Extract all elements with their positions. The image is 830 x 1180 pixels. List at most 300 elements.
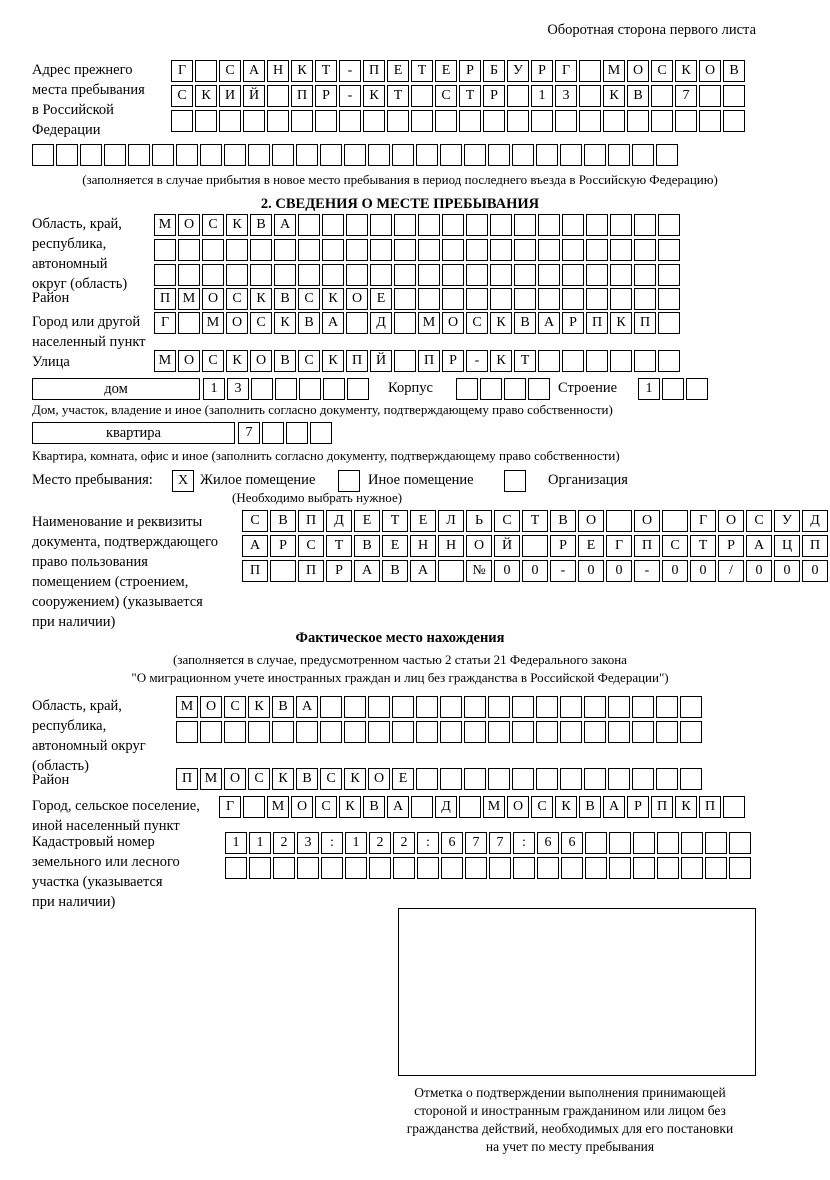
- input-cell[interactable]: [272, 721, 294, 743]
- input-cell[interactable]: [634, 214, 656, 236]
- input-cell[interactable]: [440, 696, 462, 718]
- input-cell[interactable]: Г: [690, 510, 716, 532]
- input-cell[interactable]: С: [224, 696, 246, 718]
- input-cell[interactable]: Й: [494, 535, 520, 557]
- input-cell[interactable]: [416, 144, 438, 166]
- input-cell[interactable]: [562, 288, 584, 310]
- input-cell[interactable]: А: [274, 214, 296, 236]
- input-cell[interactable]: [562, 264, 584, 286]
- input-cell[interactable]: [323, 378, 345, 400]
- input-cell[interactable]: С: [531, 796, 553, 818]
- table-row[interactable]: [176, 696, 704, 718]
- input-cell[interactable]: [346, 214, 368, 236]
- input-cell[interactable]: И: [219, 85, 241, 107]
- input-cell[interactable]: [296, 721, 318, 743]
- input-cell[interactable]: 1: [249, 832, 271, 854]
- table-row[interactable]: [154, 288, 682, 310]
- input-cell[interactable]: [393, 857, 415, 879]
- input-cell[interactable]: [675, 110, 697, 132]
- input-cell[interactable]: О: [718, 510, 744, 532]
- input-cell[interactable]: [416, 696, 438, 718]
- input-cell[interactable]: [584, 144, 606, 166]
- input-cell[interactable]: О: [250, 350, 272, 372]
- input-cell[interactable]: К: [226, 214, 248, 236]
- input-cell[interactable]: В: [550, 510, 576, 532]
- input-cell[interactable]: Т: [411, 60, 433, 82]
- input-cell[interactable]: П: [298, 510, 324, 532]
- input-cell[interactable]: [658, 288, 680, 310]
- input-cell[interactable]: -: [339, 85, 361, 107]
- input-cell[interactable]: [538, 239, 560, 261]
- input-cell[interactable]: 0: [522, 560, 548, 582]
- input-cell[interactable]: [370, 214, 392, 236]
- table-row[interactable]: [203, 378, 371, 400]
- input-cell[interactable]: [634, 239, 656, 261]
- input-cell[interactable]: [681, 832, 703, 854]
- input-cell[interactable]: [339, 110, 361, 132]
- input-cell[interactable]: О: [178, 214, 200, 236]
- input-cell[interactable]: Е: [387, 60, 409, 82]
- input-cell[interactable]: [656, 144, 678, 166]
- input-cell[interactable]: В: [579, 796, 601, 818]
- input-cell[interactable]: [392, 144, 414, 166]
- input-cell[interactable]: [274, 239, 296, 261]
- input-cell[interactable]: [536, 721, 558, 743]
- input-cell[interactable]: [394, 214, 416, 236]
- input-cell[interactable]: [538, 350, 560, 372]
- street-grid[interactable]: [154, 350, 682, 375]
- input-cell[interactable]: [418, 239, 440, 261]
- input-cell[interactable]: 3: [227, 378, 249, 400]
- input-cell[interactable]: Р: [718, 535, 744, 557]
- input-cell[interactable]: К: [291, 60, 313, 82]
- input-cell[interactable]: [538, 214, 560, 236]
- input-cell[interactable]: [286, 422, 308, 444]
- input-cell[interactable]: П: [418, 350, 440, 372]
- table-row[interactable]: [456, 378, 552, 400]
- input-cell[interactable]: [322, 264, 344, 286]
- input-cell[interactable]: [249, 857, 271, 879]
- input-cell[interactable]: О: [507, 796, 529, 818]
- input-cell[interactable]: [723, 796, 745, 818]
- input-cell[interactable]: В: [270, 510, 296, 532]
- input-cell[interactable]: [657, 857, 679, 879]
- input-cell[interactable]: П: [651, 796, 673, 818]
- input-cell[interactable]: К: [490, 350, 512, 372]
- input-cell[interactable]: [274, 264, 296, 286]
- input-cell[interactable]: С: [320, 768, 342, 790]
- input-cell[interactable]: :: [321, 832, 343, 854]
- input-cell[interactable]: [411, 110, 433, 132]
- input-cell[interactable]: К: [272, 768, 294, 790]
- input-cell[interactable]: А: [746, 535, 772, 557]
- input-cell[interactable]: [586, 239, 608, 261]
- input-cell[interactable]: Д: [326, 510, 352, 532]
- input-cell[interactable]: [224, 144, 246, 166]
- input-cell[interactable]: У: [507, 60, 529, 82]
- input-cell[interactable]: [585, 832, 607, 854]
- input-cell[interactable]: В: [723, 60, 745, 82]
- input-cell[interactable]: А: [296, 696, 318, 718]
- input-cell[interactable]: А: [603, 796, 625, 818]
- input-cell[interactable]: [178, 312, 200, 334]
- input-cell[interactable]: [538, 264, 560, 286]
- input-cell[interactable]: А: [322, 312, 344, 334]
- input-cell[interactable]: [251, 378, 273, 400]
- input-cell[interactable]: [483, 110, 505, 132]
- input-cell[interactable]: [267, 110, 289, 132]
- input-cell[interactable]: [200, 144, 222, 166]
- input-cell[interactable]: В: [274, 350, 296, 372]
- input-cell[interactable]: [560, 696, 582, 718]
- input-cell[interactable]: М: [202, 312, 224, 334]
- input-cell[interactable]: [442, 239, 464, 261]
- city-grid[interactable]: [154, 312, 682, 337]
- input-cell[interactable]: [658, 239, 680, 261]
- input-cell[interactable]: Г: [555, 60, 577, 82]
- input-cell[interactable]: [465, 857, 487, 879]
- input-cell[interactable]: О: [202, 288, 224, 310]
- input-cell[interactable]: [632, 144, 654, 166]
- input-cell[interactable]: К: [490, 312, 512, 334]
- input-cell[interactable]: Р: [531, 60, 553, 82]
- input-cell[interactable]: М: [418, 312, 440, 334]
- input-cell[interactable]: М: [267, 796, 289, 818]
- table-row[interactable]: [154, 239, 682, 261]
- actual-region-grid[interactable]: [176, 696, 704, 746]
- input-cell[interactable]: [490, 264, 512, 286]
- input-cell[interactable]: Р: [459, 60, 481, 82]
- input-cell[interactable]: П: [242, 560, 268, 582]
- checkbox-other-premises[interactable]: [338, 470, 360, 492]
- input-cell[interactable]: [128, 144, 150, 166]
- input-cell[interactable]: [368, 721, 390, 743]
- input-cell[interactable]: Т: [514, 350, 536, 372]
- input-cell[interactable]: [656, 696, 678, 718]
- input-cell[interactable]: Г: [154, 312, 176, 334]
- input-cell[interactable]: С: [298, 350, 320, 372]
- input-cell[interactable]: [392, 721, 414, 743]
- input-cell[interactable]: 3: [555, 85, 577, 107]
- input-cell[interactable]: [435, 110, 457, 132]
- input-cell[interactable]: Е: [435, 60, 457, 82]
- input-cell[interactable]: С: [202, 214, 224, 236]
- input-cell[interactable]: 6: [561, 832, 583, 854]
- checkbox-residential[interactable]: X: [172, 470, 194, 492]
- input-cell[interactable]: Р: [442, 350, 464, 372]
- input-cell[interactable]: 7: [489, 832, 511, 854]
- input-cell[interactable]: О: [578, 510, 604, 532]
- input-cell[interactable]: П: [634, 535, 660, 557]
- input-cell[interactable]: [537, 857, 559, 879]
- input-cell[interactable]: О: [178, 350, 200, 372]
- input-cell[interactable]: [225, 857, 247, 879]
- input-cell[interactable]: О: [224, 768, 246, 790]
- input-cell[interactable]: П: [634, 312, 656, 334]
- input-cell[interactable]: Ц: [774, 535, 800, 557]
- input-cell[interactable]: С: [171, 85, 193, 107]
- input-cell[interactable]: [291, 110, 313, 132]
- table-row[interactable]: [176, 768, 704, 790]
- input-cell[interactable]: [610, 239, 632, 261]
- input-cell[interactable]: 6: [441, 832, 463, 854]
- input-cell[interactable]: [464, 696, 486, 718]
- input-cell[interactable]: М: [603, 60, 625, 82]
- input-cell[interactable]: [344, 696, 366, 718]
- table-row[interactable]: [242, 560, 830, 582]
- input-cell[interactable]: П: [363, 60, 385, 82]
- region-grid[interactable]: [154, 214, 682, 289]
- input-cell[interactable]: [369, 857, 391, 879]
- input-cell[interactable]: [394, 288, 416, 310]
- input-cell[interactable]: [586, 264, 608, 286]
- input-cell[interactable]: [297, 857, 319, 879]
- input-cell[interactable]: [651, 110, 673, 132]
- input-cell[interactable]: М: [154, 214, 176, 236]
- input-cell[interactable]: С: [226, 288, 248, 310]
- input-cell[interactable]: Т: [382, 510, 408, 532]
- input-cell[interactable]: [536, 768, 558, 790]
- input-cell[interactable]: С: [746, 510, 772, 532]
- table-row[interactable]: [154, 264, 682, 286]
- input-cell[interactable]: [584, 768, 606, 790]
- input-cell[interactable]: [579, 110, 601, 132]
- input-cell[interactable]: [603, 110, 625, 132]
- input-cell[interactable]: [662, 378, 684, 400]
- input-cell[interactable]: [680, 721, 702, 743]
- input-cell[interactable]: 0: [578, 560, 604, 582]
- input-cell[interactable]: Г: [171, 60, 193, 82]
- input-cell[interactable]: [634, 288, 656, 310]
- input-cell[interactable]: [176, 144, 198, 166]
- input-cell[interactable]: К: [675, 60, 697, 82]
- input-cell[interactable]: Р: [627, 796, 649, 818]
- input-cell[interactable]: М: [200, 768, 222, 790]
- input-cell[interactable]: П: [298, 560, 324, 582]
- table-row[interactable]: [171, 85, 747, 107]
- input-cell[interactable]: [226, 239, 248, 261]
- input-cell[interactable]: [322, 214, 344, 236]
- input-cell[interactable]: [178, 264, 200, 286]
- input-cell[interactable]: [723, 110, 745, 132]
- input-cell[interactable]: [586, 350, 608, 372]
- input-cell[interactable]: [195, 110, 217, 132]
- cadastral-grid[interactable]: [225, 832, 753, 882]
- table-row[interactable]: [171, 60, 747, 82]
- input-cell[interactable]: [504, 378, 526, 400]
- input-cell[interactable]: К: [603, 85, 625, 107]
- input-cell[interactable]: Т: [326, 535, 352, 557]
- input-cell[interactable]: К: [250, 288, 272, 310]
- input-cell[interactable]: С: [651, 60, 673, 82]
- stamp-area[interactable]: [398, 908, 756, 1076]
- input-cell[interactable]: [298, 239, 320, 261]
- input-cell[interactable]: [609, 857, 631, 879]
- document-grid[interactable]: [242, 510, 830, 585]
- input-cell[interactable]: [466, 288, 488, 310]
- input-cell[interactable]: [442, 214, 464, 236]
- input-cell[interactable]: /: [718, 560, 744, 582]
- input-cell[interactable]: [370, 239, 392, 261]
- input-cell[interactable]: Е: [370, 288, 392, 310]
- input-cell[interactable]: [320, 696, 342, 718]
- input-cell[interactable]: [634, 264, 656, 286]
- input-cell[interactable]: [490, 288, 512, 310]
- input-cell[interactable]: [579, 60, 601, 82]
- input-cell[interactable]: [298, 264, 320, 286]
- input-cell[interactable]: [608, 144, 630, 166]
- input-cell[interactable]: Е: [578, 535, 604, 557]
- input-cell[interactable]: Б: [483, 60, 505, 82]
- input-cell[interactable]: [579, 85, 601, 107]
- input-cell[interactable]: [296, 144, 318, 166]
- input-cell[interactable]: [200, 721, 222, 743]
- input-cell[interactable]: А: [538, 312, 560, 334]
- input-cell[interactable]: [154, 264, 176, 286]
- input-cell[interactable]: [610, 288, 632, 310]
- input-cell[interactable]: 0: [662, 560, 688, 582]
- table-row[interactable]: [242, 510, 830, 532]
- input-cell[interactable]: [440, 721, 462, 743]
- input-cell[interactable]: [459, 110, 481, 132]
- input-cell[interactable]: [411, 85, 433, 107]
- input-cell[interactable]: [202, 264, 224, 286]
- table-row[interactable]: [219, 796, 747, 818]
- input-cell[interactable]: С: [466, 312, 488, 334]
- input-cell[interactable]: [440, 768, 462, 790]
- input-cell[interactable]: [610, 214, 632, 236]
- input-cell[interactable]: [657, 832, 679, 854]
- input-cell[interactable]: Е: [410, 510, 436, 532]
- input-cell[interactable]: М: [483, 796, 505, 818]
- input-cell[interactable]: П: [802, 535, 828, 557]
- input-cell[interactable]: :: [513, 832, 535, 854]
- input-cell[interactable]: В: [250, 214, 272, 236]
- input-cell[interactable]: [368, 144, 390, 166]
- input-cell[interactable]: [394, 350, 416, 372]
- table-row[interactable]: [32, 144, 680, 166]
- input-cell[interactable]: [658, 264, 680, 286]
- input-cell[interactable]: П: [586, 312, 608, 334]
- table-row[interactable]: [238, 422, 334, 444]
- input-cell[interactable]: А: [243, 60, 265, 82]
- input-cell[interactable]: [418, 214, 440, 236]
- input-cell[interactable]: [488, 721, 510, 743]
- input-cell[interactable]: 2: [273, 832, 295, 854]
- input-cell[interactable]: [456, 378, 478, 400]
- input-cell[interactable]: К: [195, 85, 217, 107]
- input-cell[interactable]: [729, 832, 751, 854]
- input-cell[interactable]: М: [154, 350, 176, 372]
- input-cell[interactable]: [320, 721, 342, 743]
- input-cell[interactable]: [538, 288, 560, 310]
- input-cell[interactable]: А: [410, 560, 436, 582]
- input-cell[interactable]: [438, 560, 464, 582]
- input-cell[interactable]: 0: [690, 560, 716, 582]
- input-cell[interactable]: [267, 85, 289, 107]
- input-cell[interactable]: [80, 144, 102, 166]
- input-cell[interactable]: [536, 696, 558, 718]
- input-cell[interactable]: С: [250, 312, 272, 334]
- input-cell[interactable]: 7: [238, 422, 260, 444]
- prev-address-grid-row4[interactable]: [32, 144, 680, 169]
- input-cell[interactable]: [298, 214, 320, 236]
- input-cell[interactable]: [346, 264, 368, 286]
- table-row[interactable]: [154, 214, 682, 236]
- input-cell[interactable]: 0: [606, 560, 632, 582]
- input-cell[interactable]: -: [634, 560, 660, 582]
- input-cell[interactable]: К: [363, 85, 385, 107]
- input-cell[interactable]: В: [296, 768, 318, 790]
- input-cell[interactable]: [344, 721, 366, 743]
- input-cell[interactable]: [584, 721, 606, 743]
- input-cell[interactable]: Д: [802, 510, 828, 532]
- table-row[interactable]: [154, 350, 682, 372]
- input-cell[interactable]: №: [466, 560, 492, 582]
- input-cell[interactable]: Н: [438, 535, 464, 557]
- input-cell[interactable]: П: [346, 350, 368, 372]
- input-cell[interactable]: Е: [354, 510, 380, 532]
- input-cell[interactable]: [270, 560, 296, 582]
- input-cell[interactable]: С: [202, 350, 224, 372]
- input-cell[interactable]: В: [274, 288, 296, 310]
- input-cell[interactable]: С: [242, 510, 268, 532]
- input-cell[interactable]: [310, 422, 332, 444]
- input-cell[interactable]: [394, 312, 416, 334]
- input-cell[interactable]: П: [291, 85, 313, 107]
- actual-city-grid[interactable]: [219, 796, 747, 821]
- input-cell[interactable]: К: [322, 350, 344, 372]
- input-cell[interactable]: [315, 110, 337, 132]
- input-cell[interactable]: [272, 144, 294, 166]
- input-cell[interactable]: [394, 239, 416, 261]
- input-cell[interactable]: [322, 239, 344, 261]
- input-cell[interactable]: В: [382, 560, 408, 582]
- input-cell[interactable]: [507, 85, 529, 107]
- input-cell[interactable]: О: [699, 60, 721, 82]
- input-cell[interactable]: О: [200, 696, 222, 718]
- input-cell[interactable]: С: [494, 510, 520, 532]
- input-cell[interactable]: [368, 696, 390, 718]
- dom-grid[interactable]: [203, 378, 371, 403]
- input-cell[interactable]: 6: [537, 832, 559, 854]
- input-cell[interactable]: [633, 832, 655, 854]
- input-cell[interactable]: [464, 768, 486, 790]
- input-cell[interactable]: [507, 110, 529, 132]
- table-row[interactable]: [242, 535, 830, 557]
- input-cell[interactable]: [418, 264, 440, 286]
- input-cell[interactable]: [226, 264, 248, 286]
- input-cell[interactable]: В: [363, 796, 385, 818]
- input-cell[interactable]: В: [354, 535, 380, 557]
- input-cell[interactable]: [416, 721, 438, 743]
- input-cell[interactable]: У: [774, 510, 800, 532]
- input-cell[interactable]: С: [219, 60, 241, 82]
- input-cell[interactable]: [608, 768, 630, 790]
- input-cell[interactable]: [656, 768, 678, 790]
- table-row[interactable]: [176, 721, 704, 743]
- input-cell[interactable]: [418, 288, 440, 310]
- input-cell[interactable]: 0: [746, 560, 772, 582]
- input-cell[interactable]: [632, 768, 654, 790]
- input-cell[interactable]: [441, 857, 463, 879]
- input-cell[interactable]: [489, 857, 511, 879]
- input-cell[interactable]: Е: [392, 768, 414, 790]
- input-cell[interactable]: [586, 214, 608, 236]
- input-cell[interactable]: [442, 264, 464, 286]
- input-cell[interactable]: [560, 768, 582, 790]
- input-cell[interactable]: О: [634, 510, 660, 532]
